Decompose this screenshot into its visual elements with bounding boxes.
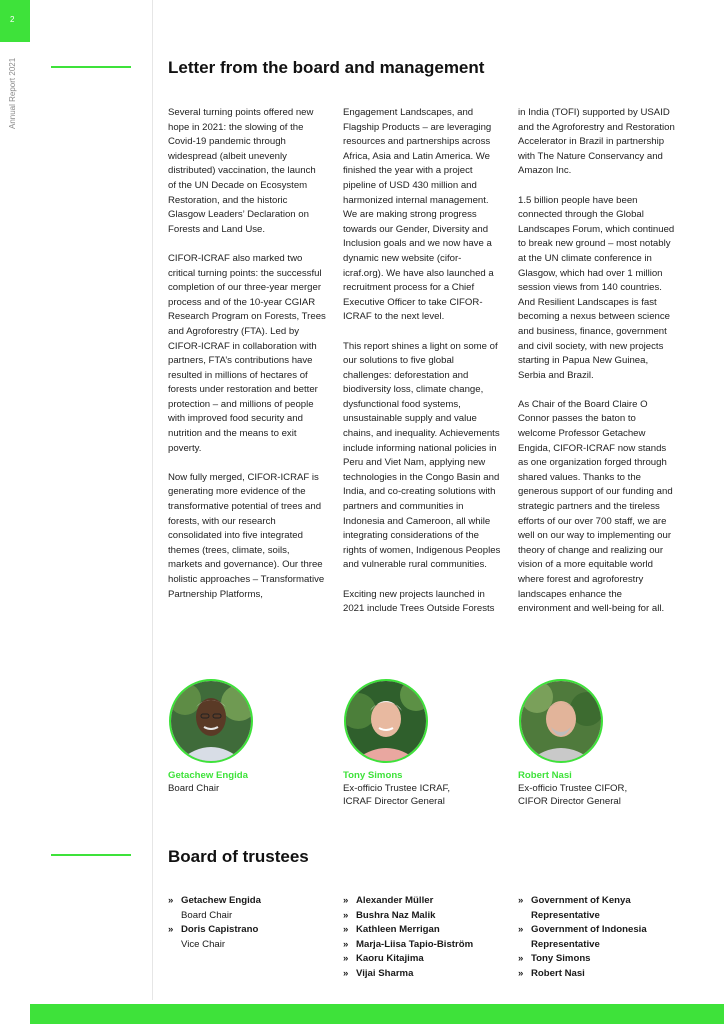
trustee-list-2: [343, 894, 513, 982]
trustee-name: Kathleen Merrigan: [356, 924, 440, 936]
portrait-photo: [519, 679, 603, 763]
trustee-name: Government of Kenya Representative: [531, 895, 631, 921]
letter-paragraph: CIFOR-ICRAF also marked two critical turning points: the successful completion of our three-year merger process and of the 10-year CGIAR Research Program on Forests, Trees and Agroforestry (FTA). Led by CIFOR-ICRAF in collaboration with partners, FTA’s contributions have resulted in millions of hectares of forests under restoration and better protection – and millions of people with improved food security and nutrition and the means to exit poverty.: [168, 252, 326, 454]
signatory-engida: [168, 679, 338, 795]
trustee-role: Vice Chair: [181, 938, 226, 950]
letter-paragraph: Several turning points offered new hope in 2021: the slowing of the Covid-19 pandemic through widespread (albeit unevenly distributed) vaccination, the launch of the UN Decade on Ecosystem Restoration, and the historic Glasgow Leaders’ Declaration on Forests and Land Use.: [168, 107, 316, 235]
letter-column-3: [518, 106, 676, 631]
report-side-label: Annual Report 2021: [8, 58, 17, 130]
trustee-item: [518, 894, 668, 923]
signatory-name: Getachew Engida: [168, 770, 248, 781]
section-accent-line: [51, 66, 131, 68]
trustee-name: Robert Nasi: [531, 967, 585, 979]
trustee-item: [343, 894, 513, 909]
bullet-icon: »: [343, 895, 349, 906]
trustee-name: Vijai Sharma: [356, 967, 414, 979]
bullet-icon: »: [168, 895, 174, 906]
bullet-icon: »: [343, 924, 349, 936]
letter-paragraph: 1.5 billion people have been connected through the Global Landscapes Forum, which continued to break new ground – most notably at the UN climate conference in Glasgow, which had over 1 million session views from 140 countries. And Resilient Landscapes is fast becoming a nexus between science and business, finance, government and civil society, with new projects starting in Papua New Guinea, Serbia and Brazil.: [518, 194, 675, 381]
letter-column-1: [168, 106, 326, 617]
letter-paragraph: This report shines a light on some of our solutions to five global challenges: deforestation and biodiversity loss, climate change, dysfunctional food systems, unsustainable supply and value chains, and inequality. Achievements include informing national policies in Peru and Viet Nam, applying new technologies in the Congo Basin and India, and co-creating solutions with partners and communities in Indonesia and Cameroon, all while integrating considerations of the rights of women, Indigenous Peoples and vulnerable rural communities.: [343, 340, 501, 571]
bullet-icon: »: [518, 895, 524, 906]
portrait-image: [171, 681, 251, 761]
bullet-icon: »: [343, 967, 349, 979]
letter-paragraph: Exciting new projects launched in 2021 include Trees Outside Forests: [343, 588, 495, 615]
trustee-name: Getachew Engida: [181, 895, 261, 906]
trustee-name: Bushra Naz Malik: [356, 909, 436, 921]
trustee-name: Marja-Liisa Tapio-Biström: [356, 938, 474, 950]
margin-divider: [152, 0, 153, 1000]
trustee-name: Kaoru Kitajima: [356, 953, 424, 965]
portrait-image: [521, 681, 601, 761]
trustee-item: [518, 952, 668, 967]
letter-paragraph: in India (TOFI) supported by USAID and the Agroforestry and Restoration Accelerator in Brazil in partnership with The Nature Conservancy and Amazon Inc.: [518, 107, 675, 177]
trustee-item: [343, 923, 513, 938]
signatory-role: CIFOR Director General: [518, 796, 621, 807]
trustee-item: [168, 923, 338, 952]
letter-paragraph: As Chair of the Board Claire O Connor passes the baton to welcome Professor Getachew Engida, CIFOR-ICRAF now stands as one organization forged through shared values. Thanks to the generous support of our funding and strategic partners and the tireless efforts of our over 700 staff, we are well on our way to implementing our theory of change and realizing our vision of a more equitable world where forest and agroforestry landscapes enhance the environment and well-being for all.: [518, 398, 673, 615]
signatory-role: Board Chair: [168, 783, 220, 794]
bullet-icon: »: [343, 953, 349, 965]
trustee-name: Tony Simons: [531, 953, 591, 965]
trustee-item: [343, 909, 513, 924]
letter-paragraph: Engagement Landscapes, and Flagship Products – are leveraging resources and partnerships across Africa, Asia and Latin America. We finished the year with a project pipeline of USD 430 million and harmonized internal management. We are making strong progress towards our Gender, Diversity and Inclusion goals and we now have a dynamic new website (cifor-icraf.org). We have also launched a recruitment process for a Chief Executive Officer to take CIFOR-ICRAF to the next level.: [343, 107, 494, 323]
letter-title: Letter from the board and management: [168, 58, 485, 77]
signatory-role: Ex-officio Trustee ICRAF,: [343, 783, 450, 794]
board-title: Board of trustees: [168, 847, 309, 866]
trustee-name: Alexander Müller: [356, 895, 434, 906]
letter-paragraph: Now fully merged, CIFOR-ICRAF is generating more evidence of the transformative potential of trees and forests, with our research consolidated into five integrated themes (trees, climate, soils, markets and governance). Our three holistic approaches – Transformative Partnership Platforms,: [168, 471, 325, 600]
trustee-item: [343, 967, 513, 982]
signatory-simons: [343, 679, 513, 808]
bullet-icon: »: [168, 924, 174, 936]
page-number: 2: [10, 15, 15, 24]
letter-column-2: [343, 106, 501, 631]
bullet-icon: »: [343, 909, 349, 921]
signatory-name: Tony Simons: [343, 770, 403, 781]
footer-accent-bar: [30, 1004, 724, 1024]
signatory-role: ICRAF Director General: [343, 796, 445, 807]
trustee-name: Government of Indonesia Representative: [531, 924, 647, 950]
trustee-role: Board Chair: [181, 909, 233, 921]
bullet-icon: »: [518, 967, 524, 979]
signatory-name: Robert Nasi: [518, 770, 572, 781]
trustee-item: [168, 894, 338, 923]
trustee-item: [343, 938, 513, 953]
trustee-item: [343, 952, 513, 967]
trustee-item: [518, 923, 668, 952]
bullet-icon: »: [518, 924, 524, 936]
signatory-role: Ex-officio Trustee CIFOR,: [518, 783, 628, 794]
trustee-name: Doris Capistrano: [181, 924, 259, 936]
trustee-list-1: [168, 894, 338, 952]
portrait-image: [346, 681, 426, 761]
portrait-photo: [344, 679, 428, 763]
bullet-icon: »: [343, 938, 349, 950]
portrait-photo: [169, 679, 253, 763]
bullet-icon: »: [518, 953, 524, 965]
trustee-item: [518, 967, 668, 982]
trustee-list-3: [518, 894, 668, 982]
section-accent-line: [51, 854, 131, 856]
signatory-nasi: [518, 679, 688, 808]
page-number-tab: [0, 0, 30, 42]
